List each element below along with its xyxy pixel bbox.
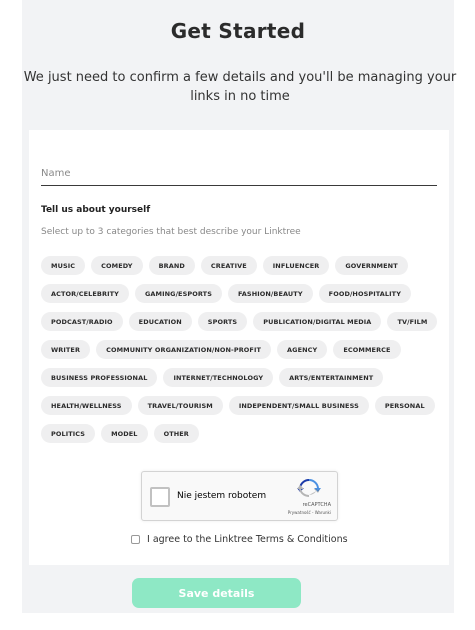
category-chip-ecommerce[interactable]: ECOMMERCE bbox=[333, 340, 400, 359]
category-chip-influencer[interactable]: INFLUENCER bbox=[263, 256, 330, 275]
category-chip-sports[interactable]: SPORTS bbox=[198, 312, 247, 331]
category-chip-travel-tourism[interactable]: TRAVEL/TOURISM bbox=[138, 396, 223, 415]
category-chip-personal[interactable]: PERSONAL bbox=[375, 396, 435, 415]
category-chip-writer[interactable]: WRITER bbox=[41, 340, 90, 359]
category-chip-music[interactable]: MUSIC bbox=[41, 256, 85, 275]
category-chip-education[interactable]: EDUCATION bbox=[129, 312, 192, 331]
page-subtitle: We just need to confirm a few details and you'll be managing your links in no time bbox=[23, 70, 457, 104]
category-chip-arts-entertainment[interactable]: ARTS/ENTERTAINMENT bbox=[279, 368, 383, 387]
recaptcha-brand: reCAPTCHA bbox=[302, 502, 331, 508]
recaptcha-checkbox[interactable] bbox=[150, 487, 170, 507]
category-chip-tv-film[interactable]: TV/FILM bbox=[387, 312, 437, 331]
category-chip-model[interactable]: MODEL bbox=[101, 424, 147, 443]
category-chip-health-wellness[interactable]: HEALTH/WELLNESS bbox=[41, 396, 132, 415]
save-details-button[interactable]: Save details bbox=[132, 578, 301, 608]
category-chip-list bbox=[41, 256, 441, 443]
category-chip-government[interactable]: GOVERNMENT bbox=[335, 256, 407, 275]
terms-agreement bbox=[131, 534, 348, 545]
recaptcha-logo-icon bbox=[297, 479, 321, 499]
category-chip-fashion-beauty[interactable]: FASHION/BEAUTY bbox=[228, 284, 313, 303]
details-card bbox=[29, 130, 449, 565]
category-chip-politics[interactable]: POLITICS bbox=[41, 424, 95, 443]
category-chip-comedy[interactable]: COMEDY bbox=[91, 256, 142, 275]
terms-checkbox[interactable] bbox=[131, 535, 140, 544]
recaptcha-widget bbox=[141, 471, 338, 521]
category-chip-independent-small-business[interactable]: INDEPENDENT/SMALL BUSINESS bbox=[229, 396, 369, 415]
category-chip-actor-celebrity[interactable]: ACTOR/CELEBRITY bbox=[41, 284, 129, 303]
category-chip-agency[interactable]: AGENCY bbox=[277, 340, 327, 359]
category-chip-internet-technology[interactable]: INTERNET/TECHNOLOGY bbox=[163, 368, 273, 387]
about-heading: Tell us about yourself bbox=[41, 205, 151, 215]
about-description: Select up to 3 categories that best describe your Linktree bbox=[41, 227, 301, 237]
recaptcha-privacy-links[interactable]: Prywatność - Warunki bbox=[287, 510, 331, 515]
category-chip-podcast-radio[interactable]: PODCAST/RADIO bbox=[41, 312, 123, 331]
terms-label: I agree to the Linktree Terms & Conditions bbox=[147, 534, 348, 545]
page-title: Get Started bbox=[170, 19, 306, 43]
category-chip-other[interactable]: OTHER bbox=[154, 424, 199, 443]
category-chip-creative[interactable]: CREATIVE bbox=[201, 256, 257, 275]
signup-panel bbox=[22, 0, 457, 613]
category-chip-gaming-esports[interactable]: GAMING/ESPORTS bbox=[135, 284, 222, 303]
category-chip-brand[interactable]: BRAND bbox=[149, 256, 195, 275]
category-chip-business-professional[interactable]: BUSINESS PROFESSIONAL bbox=[41, 368, 157, 387]
category-chip-community-organization[interactable]: COMMUNITY ORGANIZATION/NON-PROFIT bbox=[96, 340, 271, 359]
category-chip-publication-digital-media[interactable]: PUBLICATION/DIGITAL MEDIA bbox=[253, 312, 381, 331]
name-input[interactable] bbox=[41, 162, 437, 186]
recaptcha-label: Nie jestem robotem bbox=[177, 491, 267, 501]
category-chip-food-hospitality[interactable]: FOOD/HOSPITALITY bbox=[319, 284, 411, 303]
